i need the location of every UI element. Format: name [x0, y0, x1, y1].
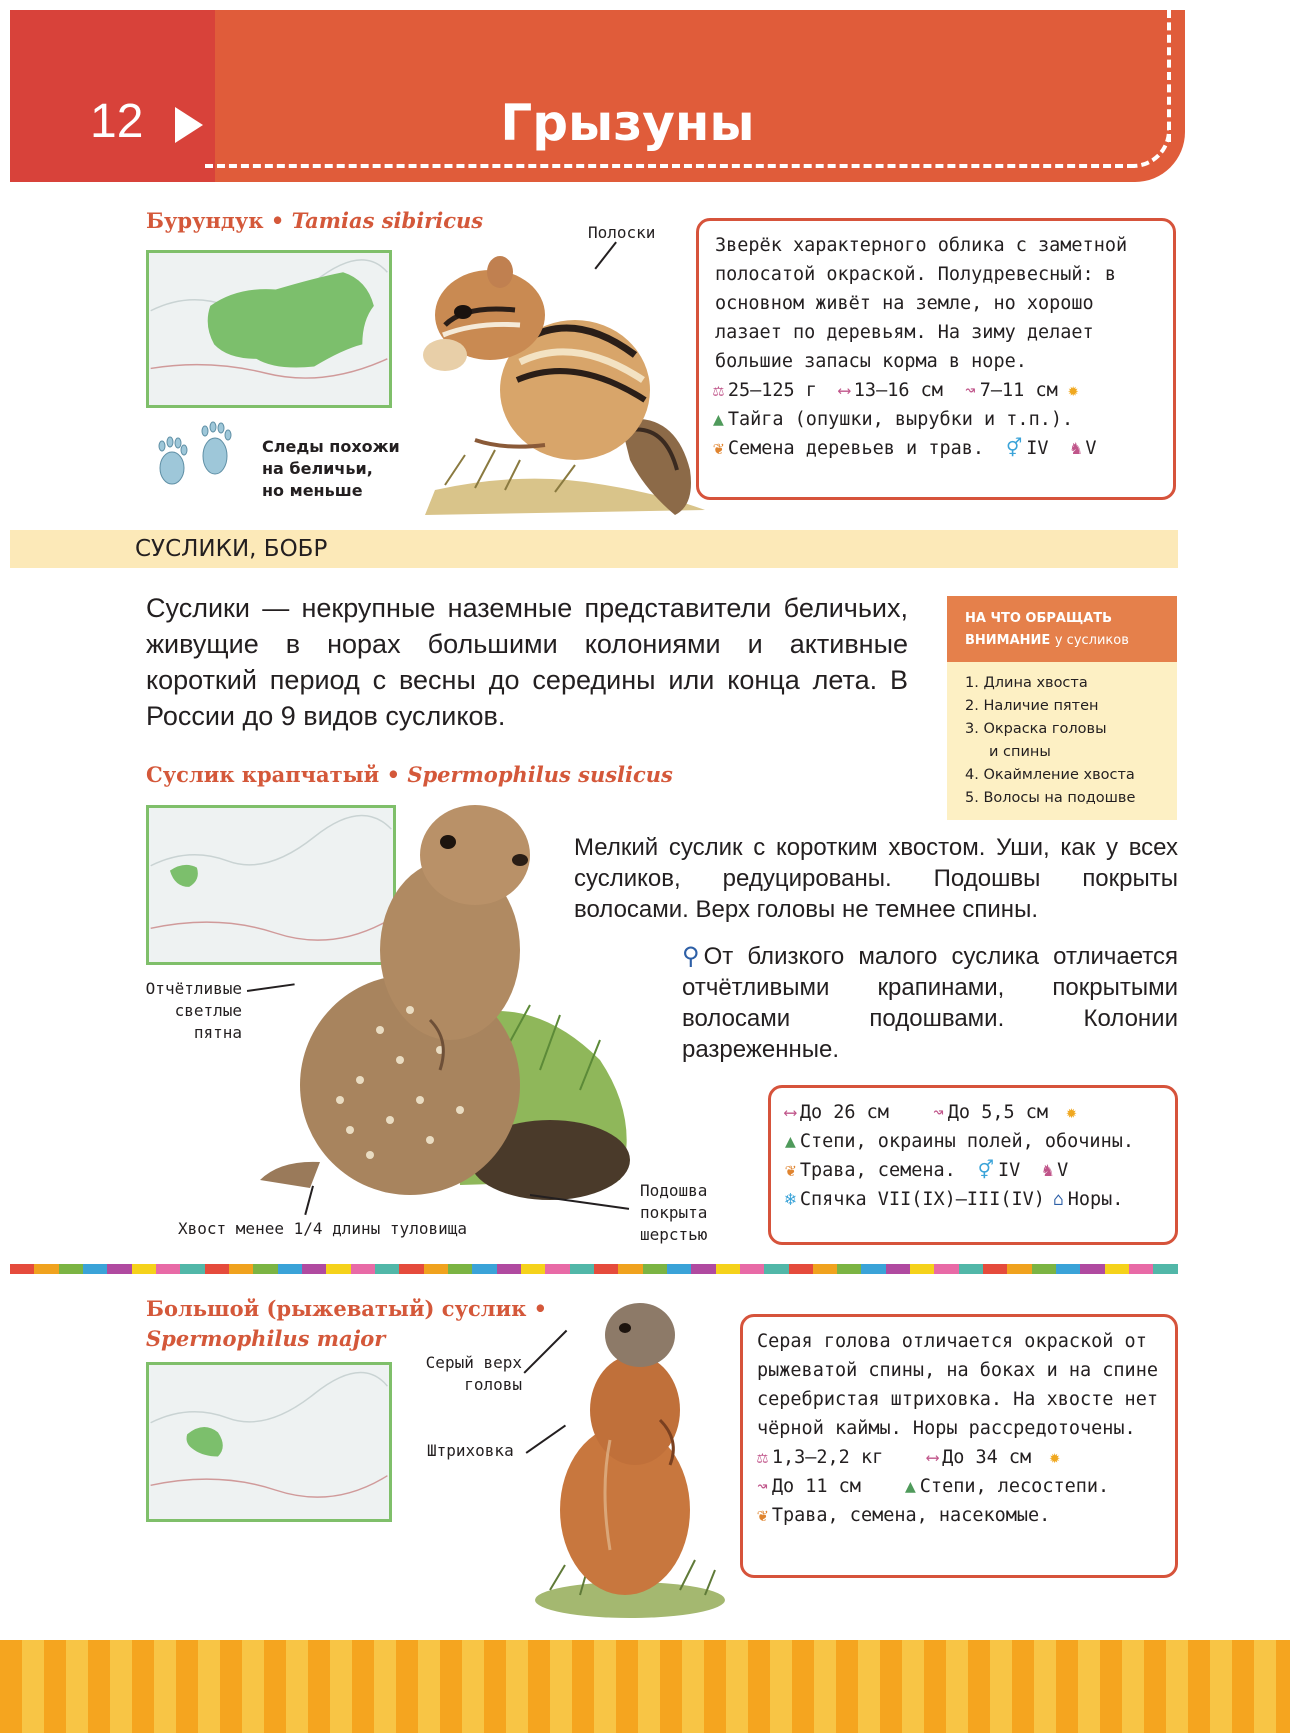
spotted-size-row	[785, 1098, 1161, 1127]
attention-head-small: у сусликов	[1054, 633, 1129, 648]
stripe-segment	[34, 1264, 58, 1274]
tracks-note-line: на беличьи,	[262, 459, 373, 478]
stripe-segment	[424, 1264, 448, 1274]
stripe-segment	[229, 1264, 253, 1274]
stripe-segment	[253, 1264, 277, 1274]
stripe-segment	[1153, 1264, 1177, 1274]
stripe-segment	[764, 1264, 788, 1274]
stripe-segment	[107, 1264, 131, 1274]
bottom-decorative-band	[0, 1640, 1290, 1733]
attention-item: 1. Длина хвоста	[965, 675, 1088, 691]
chipmunk-description: Зверёк характерного облика с заметной полосатой окраской. Полудревесный: в основном живёт на земле, но хорошо лазает по деревьям. На зиму делает большие запасы корма в норе.	[715, 235, 1128, 372]
stripe-segment	[934, 1264, 958, 1274]
intro-paragraph: Суслики — некрупные наземные представители беличьих, живущие в норах большими колониями и активные короткий период с весны до середины или конца лета. В России до 9 видов сусликов.	[146, 593, 908, 731]
attention-box-header	[947, 596, 1177, 662]
spotted-compare	[682, 941, 1178, 1065]
great-name-lat: Spermophilus major	[146, 1326, 386, 1351]
day-activity-icon: ✹	[1066, 1102, 1077, 1123]
tail-label: Хвост менее 1/4 длины туловища	[178, 1219, 467, 1238]
section-title: СУСЛИКИ, БОБР	[135, 536, 328, 562]
chipmunk-habitat: Тайга (опушки, вырубки и т.п.).	[727, 409, 1074, 430]
chipmunk-illustration	[405, 240, 715, 520]
stripe-segment	[570, 1264, 594, 1274]
body-length-icon: ⟷	[838, 380, 850, 401]
stripe-segment	[983, 1264, 1007, 1274]
habitat-icon: ▲	[785, 1131, 796, 1152]
range-map-graphic	[149, 1365, 389, 1519]
day-activity-icon: ✹	[1049, 1447, 1061, 1468]
chipmunk-young: V	[1085, 438, 1097, 459]
tail-length-icon: ↝	[964, 380, 976, 401]
bullet: •	[386, 762, 400, 787]
stripe-segment	[448, 1264, 472, 1274]
attention-item: 4. Окаймление хвоста	[965, 767, 1135, 783]
weight-icon: ⚖	[757, 1447, 768, 1468]
stripe-segment	[813, 1264, 837, 1274]
food-icon: ❦	[713, 438, 724, 459]
sole-label-line: покрыта	[640, 1203, 708, 1222]
chipmunk-name-ru: Бурундук	[146, 208, 264, 233]
spotted-food: Трава, семена.	[799, 1160, 956, 1181]
stripe-segment	[618, 1264, 642, 1274]
stripe-segment	[10, 1264, 34, 1274]
great-food: Трава, семена, насекомые.	[771, 1505, 1051, 1526]
stripe-segment	[278, 1264, 302, 1274]
stripe-segment	[59, 1264, 83, 1274]
tracks-note-line: но меньше	[262, 481, 363, 500]
stripe-segment	[1007, 1264, 1031, 1274]
stripe-segment	[1105, 1264, 1129, 1274]
spotted-food-row	[785, 1156, 1161, 1185]
page-title: Грызуны	[500, 94, 755, 152]
stripe-segment	[1032, 1264, 1056, 1274]
bullet: •	[533, 1296, 548, 1321]
mating-icon: ⚥	[1006, 438, 1023, 459]
bullet: •	[270, 208, 285, 233]
stripe-segment	[375, 1264, 399, 1274]
spotted-name-ru: Суслик крапчатый	[146, 762, 380, 787]
food-icon: ❦	[785, 1160, 796, 1181]
spotted-habitat-row	[785, 1127, 1161, 1156]
body-length-icon: ⟷	[927, 1447, 939, 1468]
sole-label	[640, 1180, 707, 1246]
stripe-segment	[180, 1264, 204, 1274]
great-name-ru: Большой (рыжеватый) суслик	[146, 1296, 527, 1321]
attention-list	[947, 662, 1177, 810]
stripe-segment	[837, 1264, 861, 1274]
spotted-name-lat: Spermophilus suslicus	[407, 762, 673, 787]
habitat-icon: ▲	[904, 1476, 916, 1497]
chipmunk-name-lat: Tamias sibiricus	[291, 208, 484, 233]
stripe-segment	[1080, 1264, 1104, 1274]
great-range-map	[146, 1362, 392, 1522]
attention-item: и спины	[989, 744, 1051, 760]
stripe-segment	[861, 1264, 885, 1274]
spotted-body-length: До 26 см	[799, 1102, 889, 1123]
stripe-segment	[1129, 1264, 1153, 1274]
stripe-segment	[205, 1264, 229, 1274]
spotted-hibernation-row	[785, 1185, 1161, 1214]
stripe-segment	[594, 1264, 618, 1274]
stripe-segment	[545, 1264, 569, 1274]
food-icon: ❦	[757, 1505, 768, 1526]
spots-label-line: светлые	[174, 1001, 242, 1020]
weight-icon: ⚖	[713, 380, 724, 401]
chipmunk-weight: 25–125 г	[727, 380, 817, 401]
chipmunk-tracks-note	[262, 436, 400, 502]
great-info-box	[740, 1314, 1178, 1578]
great-tail-length: До 11 см	[771, 1476, 861, 1497]
page-number: 12	[90, 95, 144, 148]
range-map-graphic	[149, 253, 389, 405]
page-header	[10, 10, 1185, 182]
spotted-compare-text: От близкого малого суслика отличается отчётливыми крапинами, покрытыми волосами подошвами. Колонии разреженные.	[682, 943, 1178, 1063]
sole-label-line: шерстью	[640, 1225, 708, 1244]
attention-item: 5. Волосы на подошве	[965, 790, 1136, 806]
great-souslik-illustration	[530, 1290, 730, 1620]
spotted-title	[146, 762, 673, 787]
spots-label	[142, 978, 242, 1044]
chipmunk-info-box	[696, 218, 1176, 500]
stripe-segment	[472, 1264, 496, 1274]
great-food-row	[757, 1501, 1161, 1530]
grey-head-label-line: Серый верх	[425, 1353, 522, 1372]
stripe-segment	[497, 1264, 521, 1274]
chipmunk-tracks-icon	[150, 418, 242, 506]
body-length-icon: ⟷	[785, 1102, 796, 1123]
spotted-description: Мелкий суслик с коротким хвостом. Уши, как у всех сусликов, редуцированы. Подошвы покрыты волосами. Верх головы не темнее спины.	[574, 834, 1178, 923]
young-icon: ♞	[1042, 1160, 1054, 1181]
chipmunk-range-map	[146, 250, 392, 408]
spotted-hibernation: Спячка VII(IX)–III(IV)	[799, 1189, 1045, 1210]
habitat-icon: ▲	[713, 409, 724, 430]
tail-length-icon: ↝	[932, 1102, 944, 1123]
great-size-row	[757, 1443, 1161, 1472]
day-activity-icon: ✹	[1067, 380, 1079, 401]
sole-label-line: Подошва	[640, 1181, 708, 1200]
stripe-segment	[643, 1264, 667, 1274]
stripe-segment	[132, 1264, 156, 1274]
stripe-segment	[302, 1264, 326, 1274]
grey-head-label-line: головы	[464, 1375, 522, 1394]
chipmunk-tail-length: 7–11 см	[979, 380, 1058, 401]
stripe-segment	[399, 1264, 423, 1274]
burrow-icon: ⌂	[1052, 1189, 1064, 1210]
chipmunk-food: Семена деревьев и трав.	[727, 438, 985, 459]
spotted-tail-length: До 5,5 см	[947, 1102, 1049, 1123]
header-dash-border-bottom	[205, 164, 1135, 168]
hatching-label: Штриховка	[427, 1441, 514, 1460]
stripe-segment	[740, 1264, 764, 1274]
stripe-segment	[910, 1264, 934, 1274]
spotted-young: V	[1057, 1160, 1069, 1181]
stripe-segment	[156, 1264, 180, 1274]
great-body-length: До 34 см	[942, 1447, 1032, 1468]
grey-head-label	[410, 1352, 522, 1396]
attention-item: 3. Окраска головы	[965, 721, 1107, 737]
stripe-segment	[789, 1264, 813, 1274]
spots-label-line: Отчётливые	[145, 979, 242, 998]
hibernation-icon: ❄	[785, 1189, 796, 1210]
stripe-segment	[1056, 1264, 1080, 1274]
stripe-segment	[716, 1264, 740, 1274]
great-description: Серая голова отличается окраской от рыжеватой спины, на боках и на спине серебристая штриховка. На хвосте нет чёрной каймы. Норы рассредоточены.	[757, 1331, 1158, 1439]
stripe-segment	[959, 1264, 983, 1274]
stripe-segment	[83, 1264, 107, 1274]
attention-item: 2. Наличие пятен	[965, 698, 1099, 714]
magnifier-icon: ⚲	[682, 943, 700, 970]
attention-head-line: ВНИМАНИЕ	[965, 633, 1051, 648]
stripe-segment	[691, 1264, 715, 1274]
great-weight: 1,3–2,2 кг	[771, 1447, 884, 1468]
spots-label-line: пятна	[193, 1023, 242, 1042]
young-icon: ♞	[1070, 438, 1082, 459]
chipmunk-stats-row	[713, 376, 1159, 405]
chipmunk-food-row	[713, 434, 1159, 463]
tracks-note-line: Следы похожи	[262, 437, 400, 456]
stripe-segment	[521, 1264, 545, 1274]
color-stripe-divider	[10, 1264, 1178, 1274]
spotted-mating: IV	[998, 1160, 1021, 1181]
great-habitat: Степи, лесостепи.	[919, 1476, 1110, 1497]
great-tail-row	[757, 1472, 1161, 1501]
chipmunk-habitat-row	[713, 405, 1159, 434]
stripe-segment	[886, 1264, 910, 1274]
spotted-shelter: Норы.	[1067, 1189, 1124, 1210]
tail-length-icon: ↝	[757, 1476, 768, 1497]
stripe-segment	[326, 1264, 350, 1274]
mating-icon: ⚥	[977, 1160, 995, 1181]
great-title	[146, 1294, 547, 1354]
chipmunk-mating: IV	[1026, 438, 1049, 459]
attention-head-line: НА ЧТО ОБРАЩАТЬ	[965, 611, 1113, 626]
stripe-segment	[667, 1264, 691, 1274]
spotted-habitat: Степи, окраины полей, обочины.	[799, 1131, 1134, 1152]
spotted-info-box	[768, 1085, 1178, 1245]
stripes-label: Полоски	[588, 223, 656, 242]
attention-box	[947, 596, 1177, 820]
chipmunk-title	[146, 208, 483, 233]
chipmunk-body-length: 13–16 см	[853, 380, 943, 401]
stripe-segment	[351, 1264, 375, 1274]
